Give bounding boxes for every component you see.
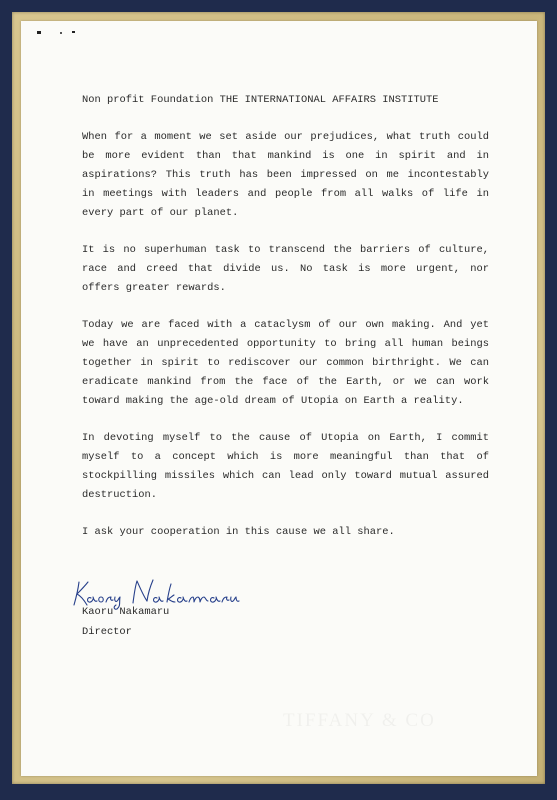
letter-heading: Non profit Foundation THE INTERNATIONAL AFFAIRS INSTITUTE (82, 94, 439, 106)
text-line: Today we are faced with a cataclysm of our own making. And yet (82, 319, 489, 331)
paragraph-1 (82, 128, 489, 223)
text-line: every part of our planet. (82, 207, 239, 219)
signatory-title: Director (82, 626, 132, 638)
paragraph-5 (82, 523, 489, 542)
paragraph-4 (82, 429, 489, 505)
text-line: race and creed that divide us. No task is more urgent, nor (82, 263, 489, 275)
text-line: myself to a concept which is more meaningful than that of (82, 451, 489, 463)
paragraph-3 (82, 316, 489, 411)
text-line: In devoting myself to the cause of Utopia on Earth, I commit (82, 432, 489, 444)
watermark-logo (283, 710, 436, 732)
signatory-name: Kaoru Nakamaru (82, 606, 170, 618)
text-line: destruction. (82, 489, 158, 501)
text-line: in meetings with leaders and people from all walks of life in (82, 188, 489, 200)
text-line: aspirations? This truth has been impressed on me incontestably (82, 169, 489, 181)
text-line: offers greater rewards. (82, 282, 226, 294)
paragraph-2 (82, 241, 489, 298)
text-line: It is no superhuman task to transcend the barriers of culture, (82, 244, 489, 256)
text-line: we have an unprecedented opportunity to bring all human beings (82, 338, 489, 350)
letter-sheet (21, 21, 537, 776)
text-line: be more evident than that mankind is one in spirit and in (82, 150, 489, 162)
signature-block (82, 602, 169, 642)
text-line: I ask your cooperation in this cause we all share. (82, 526, 395, 538)
text-line: eradicate mankind from the face of the Earth, or we can work (82, 376, 489, 388)
text-line: toward making the age-old dream of Utopia on Earth a reality. (82, 395, 464, 407)
text-line: When for a moment we set aside our prejudices, what truth could (82, 131, 489, 143)
text-line: stockpilling missiles which can lead only toward mutual assured (82, 470, 489, 482)
letter-body (82, 91, 489, 542)
text-line: together in spirit to rediscover our common birthright. We can (82, 357, 489, 369)
